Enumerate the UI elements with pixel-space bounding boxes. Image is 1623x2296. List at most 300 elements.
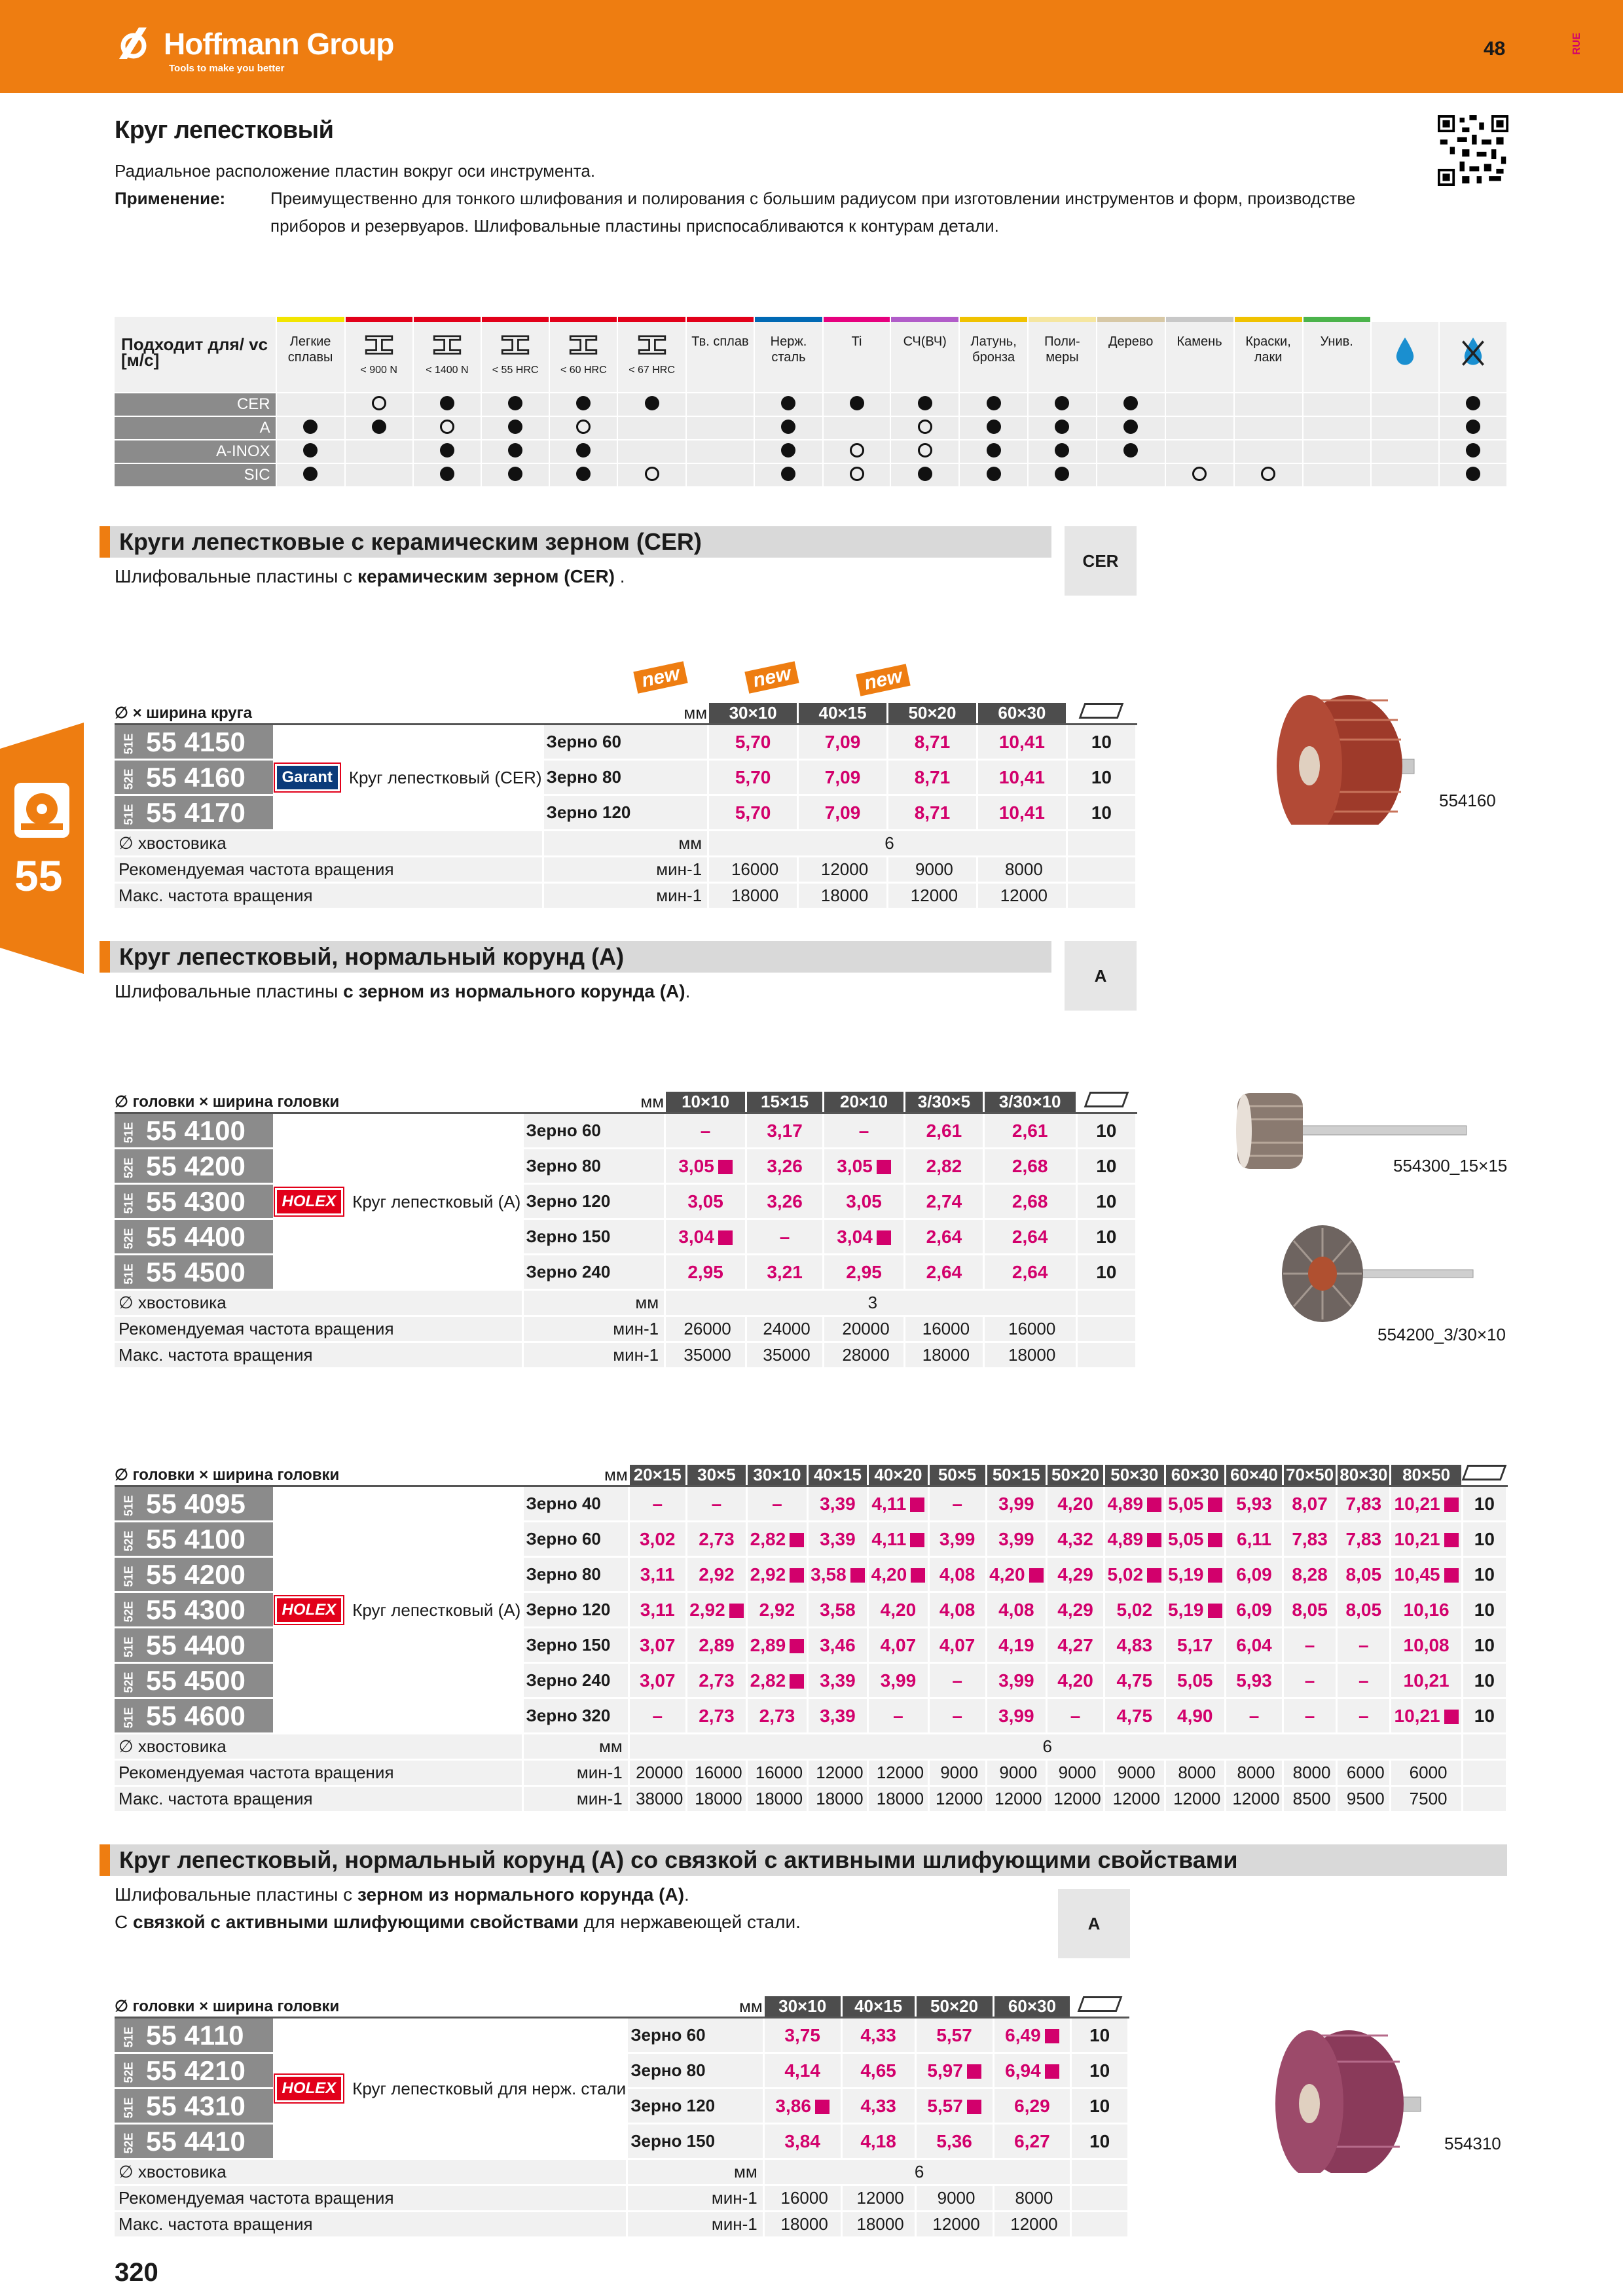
article-prefix: 51E [122, 2097, 136, 2119]
price-cell[interactable] [1337, 1592, 1391, 1628]
material-color-bar [482, 317, 549, 322]
stock-marker-icon [877, 1160, 891, 1174]
price-cell[interactable] [888, 725, 977, 760]
price-cell[interactable] [993, 2018, 1071, 2053]
price-cell[interactable] [915, 2124, 993, 2159]
price-cell[interactable] [1337, 1557, 1391, 1592]
max-rpm-value: 18000 [763, 2212, 841, 2238]
price-cell[interactable] [746, 1219, 824, 1255]
price-cell[interactable] [993, 2124, 1071, 2159]
suitable-dot-icon [781, 396, 795, 410]
price-cell[interactable] [807, 1628, 867, 1663]
price-cell[interactable] [824, 1184, 905, 1219]
price-cell[interactable] [746, 1113, 824, 1149]
product-row [115, 2018, 1129, 2053]
rec-rpm-value: 20000 [629, 1760, 686, 1786]
shank-label: ∅ хвостовика [115, 1290, 522, 1316]
price-value: 3,11 [640, 1564, 675, 1585]
size-column-header: 40×15 [841, 1996, 915, 2018]
section-desc-cer [115, 563, 625, 590]
article-prefix: 52E [122, 2132, 136, 2154]
price-value: 2,64 [1012, 1261, 1048, 1282]
price-value: 6,94 [1005, 2060, 1041, 2081]
price-value: 5,05 [1177, 1670, 1213, 1691]
price-cell[interactable] [888, 760, 977, 795]
price-cell[interactable] [686, 1663, 746, 1698]
price-cell[interactable] [1283, 1557, 1336, 1592]
material-column-header [345, 317, 413, 393]
price-cell[interactable] [1165, 1698, 1225, 1734]
price-cell[interactable] [665, 1113, 746, 1149]
rpm-unit-text: мин-1 [576, 1789, 623, 1808]
price-cell[interactable] [1391, 1592, 1462, 1628]
price-value: 2,61 [926, 1120, 962, 1141]
price-cell[interactable] [1283, 1486, 1336, 1522]
price-value: 8,05 [1345, 1564, 1382, 1585]
price-cell[interactable] [824, 1255, 905, 1290]
material-column-header [823, 317, 891, 393]
price-cell[interactable] [915, 2018, 993, 2053]
price-cell[interactable] [1047, 1557, 1104, 1592]
brand-tagline: Tools to make you better [169, 63, 285, 74]
max-rpm-row [115, 883, 1137, 909]
price-cell[interactable] [686, 1522, 746, 1557]
package-qty-header [1076, 1092, 1136, 1113]
price-cell[interactable] [928, 1486, 986, 1522]
price-value: 2,73 [699, 1705, 735, 1726]
material-name: Унив. [1320, 334, 1353, 349]
price-cell[interactable] [807, 1663, 867, 1698]
matrix-row [115, 416, 1507, 440]
stock-marker-icon [1147, 1533, 1161, 1547]
new-badge: new [744, 661, 799, 694]
price-cell[interactable] [1337, 1486, 1391, 1522]
price-value: 2,92 [689, 1599, 725, 1620]
price-cell[interactable] [841, 2124, 915, 2159]
price-cell[interactable] [1047, 1592, 1104, 1628]
price-cell[interactable] [928, 1698, 986, 1734]
conditionally-suitable-ring-icon [372, 396, 386, 410]
price-cell[interactable] [905, 1113, 984, 1149]
price-cell[interactable] [977, 795, 1067, 831]
price-cell[interactable] [986, 1592, 1046, 1628]
price-value: 10,41 [998, 731, 1045, 752]
price-cell[interactable] [798, 725, 888, 760]
desc-text: Шлифовальные пластины [115, 981, 344, 1001]
chapter-tab[interactable] [0, 723, 84, 974]
price-cell[interactable] [1165, 1592, 1225, 1628]
brand-logo: HOLEX [275, 1596, 344, 1624]
price-cell[interactable] [977, 760, 1067, 795]
price-cell[interactable] [1391, 1628, 1462, 1663]
qr-code-icon[interactable] [1438, 115, 1508, 186]
price-cell[interactable] [807, 1592, 867, 1628]
price-value: 4,08 [939, 1599, 976, 1620]
price-value: 2,95 [846, 1261, 882, 1282]
price-cell[interactable] [841, 2053, 915, 2089]
price-cell[interactable] [824, 1219, 905, 1255]
price-cell[interactable] [1104, 1557, 1165, 1592]
price-cell[interactable] [1104, 1522, 1165, 1557]
price-cell[interactable] [983, 1219, 1076, 1255]
price-cell[interactable] [1165, 1486, 1225, 1522]
price-cell[interactable] [763, 2124, 841, 2159]
stock-marker-icon [815, 2100, 830, 2114]
price-cell[interactable] [708, 760, 798, 795]
material-column-header [959, 317, 1028, 393]
package-qty: 10 [1462, 1592, 1506, 1628]
price-cell[interactable] [629, 1663, 686, 1698]
suitability-cell [481, 463, 549, 487]
price-value: 4,32 [1057, 1528, 1093, 1549]
price-value: 3,99 [998, 1705, 1034, 1726]
price-cell[interactable] [665, 1219, 746, 1255]
price-value: 7,09 [824, 766, 861, 787]
price-value: 5,70 [735, 802, 771, 823]
package-qty: 10 [1076, 1255, 1136, 1290]
price-cell[interactable] [1104, 1486, 1165, 1522]
material-color-bar [824, 317, 890, 322]
price-cell[interactable] [993, 2053, 1071, 2089]
price-cell[interactable] [983, 1149, 1076, 1184]
price-value: 3,17 [767, 1120, 803, 1141]
price-cell[interactable] [986, 1663, 1046, 1698]
price-cell[interactable] [1283, 1698, 1336, 1734]
price-cell[interactable] [747, 1663, 807, 1698]
price-cell[interactable] [1047, 1663, 1104, 1698]
price-cell[interactable] [1226, 1557, 1283, 1592]
price-cell[interactable] [807, 1522, 867, 1557]
price-value: 10,16 [1403, 1599, 1450, 1620]
price-cell[interactable] [928, 1663, 986, 1698]
price-cell[interactable] [1391, 1698, 1462, 1734]
shank-value: 6 [763, 2159, 1071, 2185]
price-cell[interactable] [686, 1592, 746, 1628]
rec-rpm-value: 8000 [993, 2185, 1071, 2212]
price-cell[interactable] [1047, 1628, 1104, 1663]
price-cell[interactable] [928, 1628, 986, 1663]
price-cell[interactable] [1283, 1628, 1336, 1663]
price-cell[interactable] [1283, 1663, 1336, 1698]
price-cell[interactable] [629, 1698, 686, 1734]
suitability-cell [481, 393, 549, 416]
price-cell[interactable] [746, 1184, 824, 1219]
rpm-unit-text: мин-1 [656, 886, 702, 905]
max-rpm-value: 18000 [798, 883, 888, 909]
price-cell[interactable] [824, 1113, 905, 1149]
product-name: Круг лепестковый (A) [352, 1191, 521, 1211]
price-cell[interactable] [1283, 1592, 1336, 1628]
price-cell[interactable] [763, 2053, 841, 2089]
price-cell[interactable] [868, 1557, 928, 1592]
price-value: 10,45 [1394, 1564, 1440, 1585]
price-cell[interactable] [841, 2018, 915, 2053]
suitability-cell [413, 416, 481, 440]
empty-cell [1071, 2212, 1129, 2238]
suitability-cell [1234, 416, 1303, 440]
rec-rpm-value: 8000 [977, 857, 1067, 883]
material-column-header [1303, 317, 1371, 393]
rec-rpm-value: 20000 [824, 1316, 905, 1342]
price-value: 2,73 [699, 1528, 735, 1549]
suitability-cell [481, 416, 549, 440]
suitability-cell [413, 440, 481, 463]
article-number-text: 55 4100 [146, 1523, 246, 1554]
price-cell[interactable] [798, 760, 888, 795]
material-name: Дерево [1108, 334, 1154, 349]
max-rpm-value: 12000 [1165, 1786, 1225, 1812]
price-cell[interactable] [986, 1628, 1046, 1663]
price-cell[interactable] [1337, 1522, 1391, 1557]
price-cell[interactable] [1391, 1557, 1462, 1592]
price-value: 4,20 [871, 1564, 907, 1585]
price-cell[interactable] [763, 2089, 841, 2124]
price-cell[interactable] [629, 1557, 686, 1592]
chapter-number: 55 [14, 852, 63, 900]
price-cell[interactable] [686, 1628, 746, 1663]
rpm-unit [543, 883, 708, 909]
price-cell[interactable] [708, 725, 798, 760]
price-cell[interactable] [905, 1184, 984, 1219]
price-cell[interactable] [1165, 1557, 1225, 1592]
suitable-dot-icon [508, 396, 522, 410]
price-cell[interactable] [1104, 1698, 1165, 1734]
price-cell[interactable] [1165, 1628, 1225, 1663]
material-color-bar [550, 317, 617, 322]
stock-marker-icon [1444, 1498, 1459, 1512]
price-value: 3,39 [820, 1528, 856, 1549]
price-cell[interactable] [1337, 1663, 1391, 1698]
price-cell[interactable] [868, 1522, 928, 1557]
price-cell[interactable] [1226, 1663, 1283, 1698]
price-cell[interactable] [1047, 1522, 1104, 1557]
price-value: 7,83 [1292, 1528, 1328, 1549]
grain-label: Зерно 150 [522, 1219, 665, 1255]
price-cell[interactable] [629, 1522, 686, 1557]
price-cell[interactable] [747, 1522, 807, 1557]
suitable-dot-icon [303, 443, 318, 457]
price-cell[interactable] [747, 1698, 807, 1734]
steel-beam-icon [638, 334, 666, 356]
catalog-page-number: 48 [1484, 38, 1506, 60]
max-rpm-value: 12000 [986, 1786, 1046, 1812]
price-value: 5,70 [735, 766, 771, 787]
grain-tag-cer: CER [1065, 526, 1137, 596]
price-cell[interactable] [983, 1255, 1076, 1290]
price-cell[interactable] [1391, 1486, 1462, 1522]
price-cell[interactable] [1165, 1663, 1225, 1698]
price-cell[interactable] [868, 1486, 928, 1522]
price-value: 3,86 [775, 2095, 811, 2116]
price-cell[interactable] [708, 795, 798, 831]
rpm-unit [627, 2185, 764, 2212]
price-cell[interactable] [1104, 1592, 1165, 1628]
article-number [115, 760, 274, 795]
price-cell[interactable] [1226, 1592, 1283, 1628]
suitability-cell [823, 393, 891, 416]
price-cell[interactable] [1283, 1522, 1336, 1557]
price-value: 2,82 [750, 1528, 786, 1549]
price-cell[interactable] [665, 1184, 746, 1219]
stock-marker-icon [1045, 2029, 1059, 2043]
price-cell[interactable] [1226, 1486, 1283, 1522]
price-cell[interactable] [977, 725, 1067, 760]
article-number-text: 55 4200 [146, 1558, 246, 1590]
size-column-header: 40×15 [807, 1465, 867, 1486]
brand-wrap [275, 764, 542, 791]
grain-label: Зерно 60 [522, 1522, 629, 1557]
suitable-dot-icon [987, 467, 1001, 481]
price-cell[interactable] [993, 2089, 1071, 2124]
steel-beam-icon [433, 334, 462, 356]
price-cell[interactable] [868, 1628, 928, 1663]
price-value: – [652, 1493, 663, 1514]
price-value: 5,02 [1107, 1564, 1144, 1585]
price-cell[interactable] [905, 1219, 984, 1255]
article-number [115, 2089, 274, 2124]
suitability-cell [1303, 393, 1371, 416]
price-cell[interactable] [1226, 1522, 1283, 1557]
price-value: 3,04 [837, 1226, 873, 1247]
price-cell[interactable] [928, 1557, 986, 1592]
price-cell[interactable] [1047, 1698, 1104, 1734]
price-cell[interactable] [824, 1149, 905, 1184]
price-cell[interactable] [1226, 1698, 1283, 1734]
price-cell[interactable] [747, 1486, 807, 1522]
price-value: – [1304, 1705, 1315, 1726]
suitable-dot-icon [850, 396, 864, 410]
price-cell[interactable] [928, 1522, 986, 1557]
grain-label: Зерно 80 [522, 1557, 629, 1592]
price-cell[interactable] [747, 1592, 807, 1628]
price-cell[interactable] [686, 1486, 746, 1522]
stock-marker-icon [1029, 1568, 1044, 1583]
package-box-icon [1084, 1092, 1129, 1107]
size-column-header: 30×10 [708, 703, 798, 725]
price-value: 4,89 [1107, 1528, 1144, 1549]
price-cell[interactable] [868, 1698, 928, 1734]
price-cell[interactable] [841, 2089, 915, 2124]
suitable-dot-icon [781, 467, 795, 481]
price-cell[interactable] [986, 1522, 1046, 1557]
article-prefix: 52E [122, 1157, 136, 1179]
brand-wrap [275, 2075, 627, 2102]
price-cell[interactable] [888, 795, 977, 831]
price-value: – [711, 1493, 722, 1514]
article-prefix: 51E [122, 1707, 136, 1729]
suitability-cell [1097, 416, 1165, 440]
price-cell[interactable] [915, 2089, 993, 2124]
price-cell[interactable] [983, 1113, 1076, 1149]
price-cell[interactable] [905, 1149, 984, 1184]
price-cell[interactable] [1047, 1486, 1104, 1522]
size-header-row [115, 1996, 1129, 2018]
suitability-cell [890, 463, 959, 487]
material-name: СЧ(ВЧ) [903, 334, 947, 349]
price-cell[interactable] [665, 1149, 746, 1184]
article-number-text: 55 4150 [146, 726, 246, 757]
price-cell[interactable] [915, 2053, 993, 2089]
price-value: 5,97 [927, 2060, 963, 2081]
empty-cell [1076, 1290, 1136, 1316]
price-cell[interactable] [665, 1255, 746, 1290]
price-cell[interactable] [868, 1663, 928, 1698]
price-cell[interactable] [1337, 1628, 1391, 1663]
price-cell[interactable] [629, 1592, 686, 1628]
material-color-bar [891, 317, 958, 322]
price-cell[interactable] [928, 1592, 986, 1628]
price-cell[interactable] [986, 1698, 1046, 1734]
price-cell[interactable] [807, 1486, 867, 1522]
suitability-cell [1097, 393, 1165, 416]
price-value: 3,84 [784, 2130, 820, 2151]
price-cell[interactable] [686, 1698, 746, 1734]
article-prefix: 51E [122, 733, 136, 755]
price-cell[interactable] [686, 1557, 746, 1592]
price-cell[interactable] [983, 1184, 1076, 1219]
desc-text: Шлифовальные пластины с [115, 1884, 357, 1905]
rpm-unit [522, 1342, 665, 1369]
size-column-header: 15×15 [746, 1092, 824, 1113]
price-cell[interactable] [798, 795, 888, 831]
price-cell[interactable] [1226, 1628, 1283, 1663]
price-value: 4,29 [1057, 1564, 1093, 1585]
rec-rpm-value: 9000 [986, 1760, 1046, 1786]
price-value: 2,89 [699, 1634, 735, 1655]
price-cell[interactable] [1391, 1663, 1462, 1698]
rec-rpm-value: 12000 [807, 1760, 867, 1786]
price-cell[interactable] [905, 1255, 984, 1290]
price-cell[interactable] [1337, 1698, 1391, 1734]
price-cell[interactable] [1104, 1663, 1165, 1698]
rpm-unit-text: мин-1 [613, 1345, 659, 1365]
shank-row [115, 1734, 1507, 1760]
price-cell[interactable] [1104, 1628, 1165, 1663]
price-cell[interactable] [747, 1557, 807, 1592]
suitability-cell [1303, 440, 1371, 463]
price-cell[interactable] [746, 1149, 824, 1184]
article-number [115, 1698, 274, 1734]
price-cell[interactable] [629, 1628, 686, 1663]
article-number [115, 1628, 274, 1663]
stock-marker-icon [1444, 1710, 1459, 1724]
price-value: – [858, 1120, 869, 1141]
price-cell[interactable] [763, 2018, 841, 2053]
price-cell[interactable] [1165, 1522, 1225, 1557]
stock-marker-icon [718, 1160, 733, 1174]
price-cell[interactable] [1391, 1522, 1462, 1557]
price-cell[interactable] [807, 1698, 867, 1734]
article-number [115, 2018, 274, 2053]
price-cell[interactable] [746, 1255, 824, 1290]
price-cell[interactable] [629, 1486, 686, 1522]
article-number [115, 1184, 274, 1219]
price-cell[interactable] [747, 1628, 807, 1663]
price-cell[interactable] [986, 1557, 1046, 1592]
rec-rpm-value: 16000 [686, 1760, 746, 1786]
price-cell[interactable] [807, 1557, 867, 1592]
brand-cell [274, 725, 543, 831]
shank-value: 6 [629, 1734, 1462, 1760]
stock-marker-icon [1208, 1498, 1222, 1512]
grain-label: Зерно 120 [543, 795, 708, 831]
price-value: 3,05 [837, 1155, 873, 1176]
conditionally-suitable-ring-icon [1192, 467, 1207, 481]
grain-label: Зерно 80 [627, 2053, 764, 2089]
price-cell[interactable] [868, 1592, 928, 1628]
price-cell[interactable] [986, 1486, 1046, 1522]
article-number [115, 2124, 274, 2159]
